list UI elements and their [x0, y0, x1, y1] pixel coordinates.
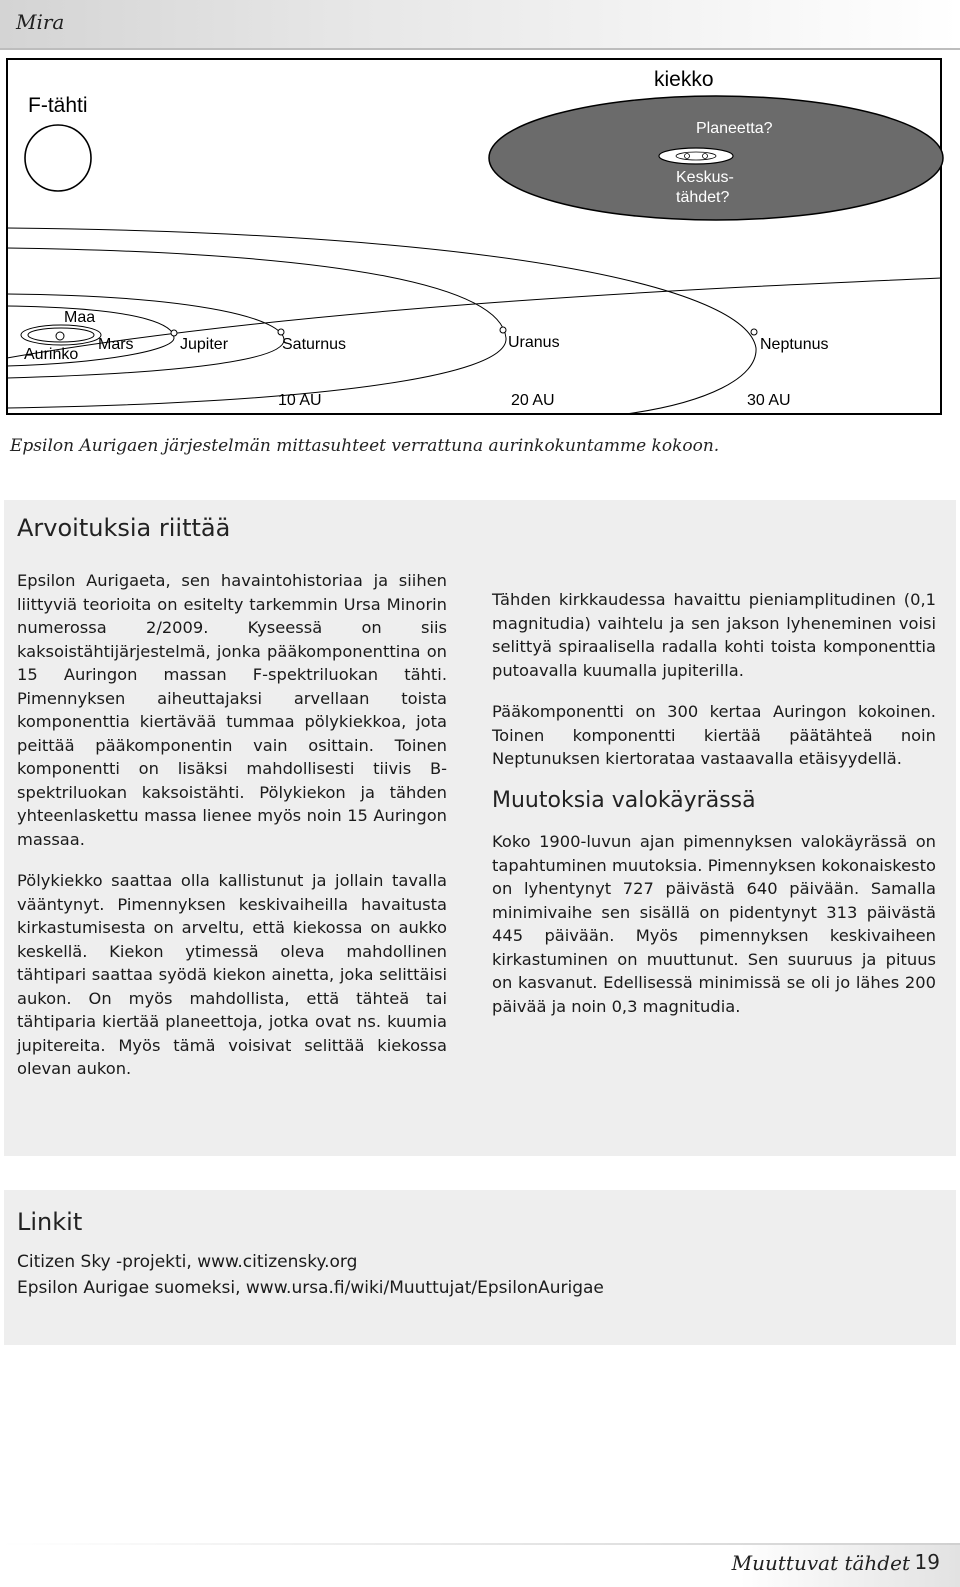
f-star-label: F-tähti — [28, 94, 88, 117]
article-right-column — [492, 588, 936, 1036]
f-star-circle — [25, 125, 91, 191]
center-star-a — [685, 154, 690, 159]
running-header — [0, 0, 960, 50]
jupiter-marker — [171, 330, 177, 336]
neptune-marker — [751, 329, 757, 335]
links-heading: Linkit — [17, 1208, 83, 1236]
uranus-label: Uranus — [508, 334, 560, 351]
link-citizen-sky[interactable]: Citizen Sky -projekti, www.citizensky.org — [17, 1252, 358, 1272]
paragraph: Pölykiekko saattaa olla kallistunut ja jollain tavalla vääntynyt. Pimennyksen keskivaiheilla havaitusta kirkastumisesta on arveltu, että kiekossa on aukko keskellä. Kiekon ytimessä oleva mahdollinen tähtipari saattaa syödä kiekon ainetta, joka selittäisi aukon. On myös mahdollista, että tähteä tai tähtiparia kiertää planeettoja, jotka ovat ns. kuumia jupitereita. Myös tämä voisivat selittää kiekossa olevan aukon. — [17, 871, 447, 1078]
sun-marker — [56, 332, 64, 340]
article-box — [4, 500, 956, 1156]
planet-label: Planeetta? — [696, 120, 773, 137]
scale-20au-label: 20 AU — [511, 392, 555, 409]
scale-10au-label: 10 AU — [278, 392, 322, 409]
system-scale-diagram — [6, 58, 954, 420]
jupiter-label: Jupiter — [180, 336, 229, 353]
paragraph: Pääkomponentti on 300 kertaa Auringon kokoinen. Toinen komponentti kiertää päätähteä noin Neptunuksen kiertorataa vastaavalla etäisyydellä. — [492, 702, 936, 768]
article-subheading: Muutoksia valokäyrässä — [492, 787, 756, 813]
article-left-column — [17, 569, 447, 1099]
earth-label: Maa — [64, 309, 96, 326]
center-star-b — [703, 154, 708, 159]
page-number: 19 — [914, 1550, 940, 1574]
saturn-marker — [278, 329, 284, 335]
mars-label: Mars — [98, 336, 134, 353]
uranus-marker — [500, 327, 506, 333]
sun-label: Aurinko — [24, 346, 79, 363]
center-stars-label-2: tähdet? — [676, 189, 730, 206]
saturn-label: Saturnus — [282, 336, 347, 353]
figure-caption: Epsilon Aurigaen järjestelmän mittasuhteet verrattuna aurinkokuntamme kokoon. — [10, 436, 720, 456]
link-ursa-wiki[interactable]: Epsilon Aurigae suomeksi, www.ursa.fi/wiki/Muuttujat/EpsilonAurigae — [17, 1278, 604, 1298]
diagram-svg — [6, 58, 954, 420]
paragraph: Epsilon Aurigaeta, sen havaintohistoriaa ja siihen liittyviä teorioita on esitelty tarkemmin Ursa Minorin numerossa 2/2009. Kyseessä on siis kaksoistähtijärjestelmä, jonka pääkomponenttina on 15 Auringon massan F-spektriluokan tähti. Pimennyksen aiheuttajaksi arvellaan toista komponenttia kiertävää tummaa pölykiekkoa, jota peittää pääkomponentin vain osittain. Toinen komponentti on lisäksi mahdollisesti tiivis B-spektriluokan kaksoistähti. Pölykiekon ja tähden yhteenlaskettu massa lienee myös noin 15 Auringon massaa. — [17, 571, 447, 849]
disk-label: kiekko — [654, 68, 714, 91]
center-stars-label-1: Keskus- — [676, 169, 734, 186]
article-heading: Arvoituksia riittää — [17, 514, 231, 542]
paragraph: Tähden kirkkaudessa havaittu pieniamplitudinen (0,1 magnitudia) vaihtelu ja sen jakson lyheneminen voisi selittyä spiraalisella radalla kohti toista komponenttia putoavalla kuumalla jupiterilla. — [492, 590, 936, 680]
footer-title: Muuttuvat tähdet — [731, 1551, 910, 1575]
links-box — [4, 1190, 956, 1345]
paragraph: Koko 1900-luvun ajan pimennyksen valokäyrässä on tapahtuminen muutoksia. Pimennyksen kokonaiskesto on lyhentynyt 727 päivästä 640 päivään. Samalla minimivaihe sen sisällä on pidentynyt 313 päivästä 445 päivään. Myös pimennyksen keskivaiheen kirkastuminen on muuttunut. Sen suuruus ja pituus on kasvanut. Edellisessä minimissä se oli jo lähes 200 päivää ja noin 0,3 magnitudia. — [492, 832, 936, 1016]
disk-gap — [659, 148, 733, 164]
neptune-label: Neptunus — [760, 336, 829, 353]
scale-30au-label: 30 AU — [747, 392, 791, 409]
running-header-title: Mira — [16, 10, 65, 34]
